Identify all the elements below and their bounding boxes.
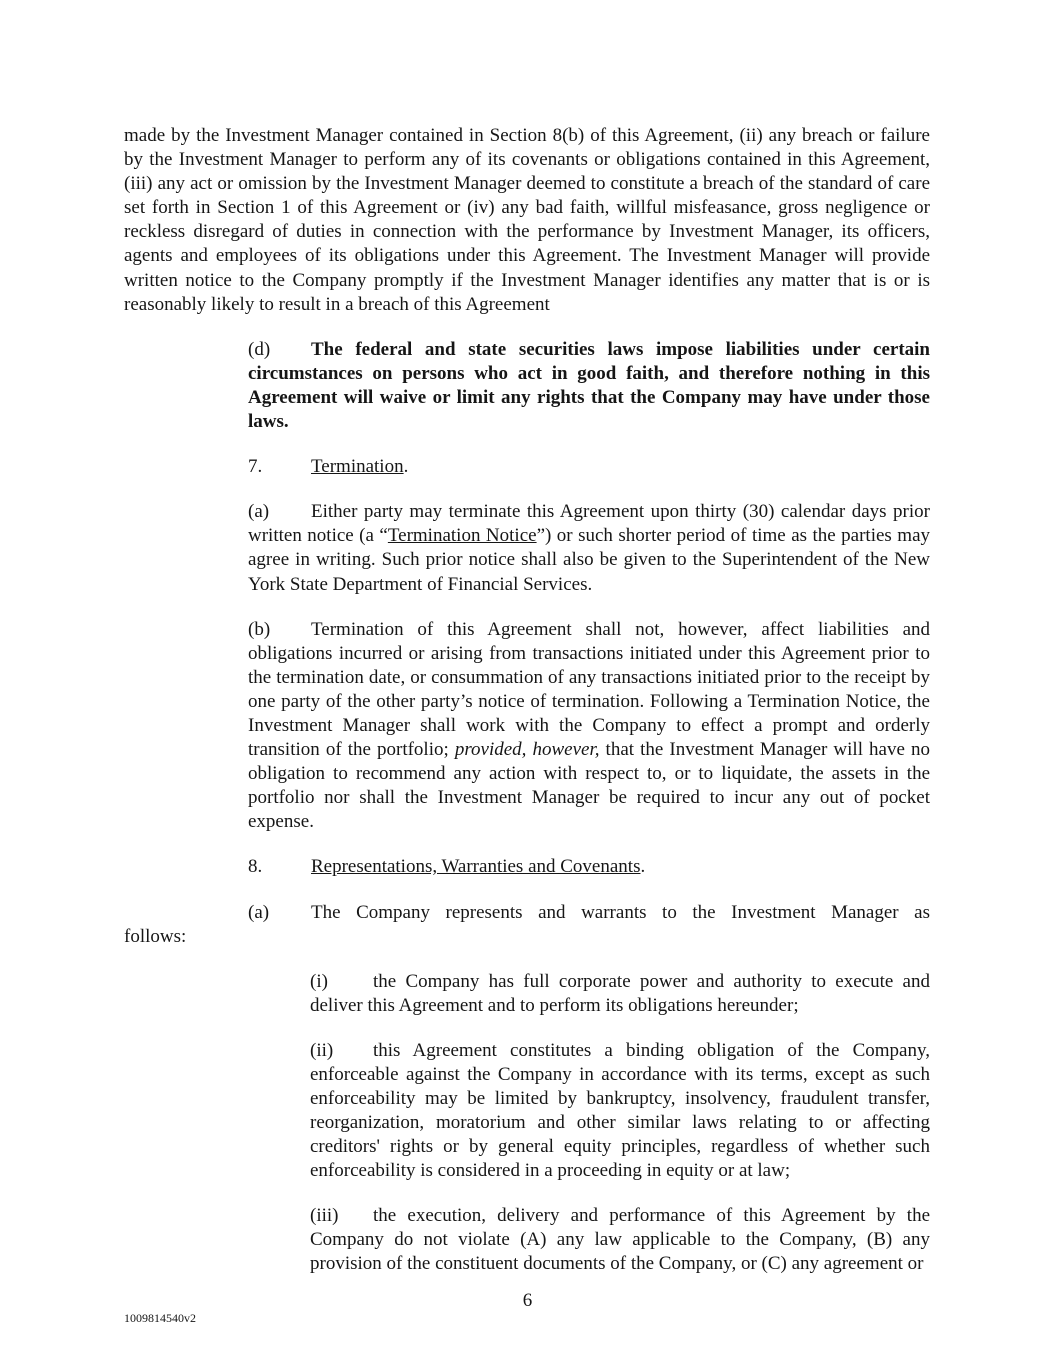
section-heading-7 <box>124 455 930 479</box>
paragraph-text: The federal and state securities laws impose liabilities under certain circumstances on persons who act in good faith, and therefore nothing in this Agreement will waive or limit any rights that the Company may have under those laws. <box>248 338 930 433</box>
clause-8a-iii <box>248 1204 930 1276</box>
section-title: Representations, Warranties and Covenants <box>311 856 641 878</box>
clause-8a-i <box>248 970 930 1018</box>
paragraph-label: (d) <box>248 338 271 360</box>
clause-label: (ii) <box>310 1039 334 1061</box>
section-title-period: . <box>640 856 646 878</box>
paragraph-text: Termination of this Agreement shall not, however, affect liabilities and obligations incurred or arising from transactions initiated under this Agreement prior to the termination date, or consummation of any transactions initiated prior to the receipt by one party of the other party’s notice of termination. Following a Termination Notice, the Investment Manager shall work with the Company to effect a prompt and orderly transition of the portfolio; <box>248 618 930 761</box>
clause-label: (iii) <box>310 1205 339 1227</box>
paragraph-8a-continuation: follows: <box>124 925 187 947</box>
defined-term: Termination Notice <box>387 525 537 547</box>
paragraph-8a-line <box>248 901 930 925</box>
section-title: Termination <box>311 456 404 478</box>
clause-8a-ii <box>248 1039 930 1184</box>
document-body <box>124 124 930 1277</box>
document-id: 1009814540v2 <box>124 1311 196 1325</box>
section-heading-8 <box>124 855 930 879</box>
paragraph-label: (a) <box>248 901 270 923</box>
paragraph-text: The Company represents and warrants to the Investment Manager as <box>311 901 930 923</box>
paragraph-text-continued: ”) or such shorter period of time as the parties may agree in writing. Such prior notice shall also be given to the Superintendent of the New York State Department of Financial Services. <box>248 525 931 595</box>
paragraph-8a <box>124 901 930 949</box>
clause-text: the Company has full corporate power and authority to execute and deliver this Agreement and to perform its obligations hereunder; <box>310 970 930 1016</box>
section-number: 7. <box>248 456 263 478</box>
proviso-italic: provided, however, <box>454 739 600 761</box>
paragraph-text-continued: that the Investment Manager will have no obligation to recommend any action with respect to, or to liquidate, the assets in the portfolio nor shall the Investment Manager be required to incur any out of pocket expense. <box>248 739 930 833</box>
paragraph-label: (b) <box>248 618 271 640</box>
page-number: 6 <box>522 1290 533 1311</box>
paragraph-7b <box>124 618 930 835</box>
clause-text: this Agreement constitutes a binding obligation of the Company, enforceable against the Company in accordance with its terms, except as such enforceability may be limited by bankruptcy, insolvency, fraudulent transfer, reorganization, moratorium and other similar laws relating to or affecting creditors' rights or by general equity principles, regardless of whether such enforceability is considered in a proceeding in equity or at law; <box>310 1039 930 1182</box>
section-number: 8. <box>248 856 263 878</box>
paragraph-text: Either party may terminate this Agreement upon thirty (30) calendar days prior written notice (a “ <box>248 501 930 547</box>
clause-label: (i) <box>310 970 328 992</box>
paragraph-label: (a) <box>248 501 270 523</box>
section-title-period: . <box>403 456 409 478</box>
paragraph-6d <box>124 338 930 434</box>
clause-text: the execution, delivery and performance of this Agreement by the Company do not violate (A) any law applicable to the Company, (B) any provision of the constituent documents of the Company, or (C) any agreement or <box>310 1205 930 1275</box>
paragraph-7a <box>124 500 930 596</box>
continuation-paragraph: made by the Investment Manager contained in Section 8(b) of this Agreement, (ii) any breach or failure by the Investment Manager to perform any of its covenants or obligations contained in this Agreement, (iii) any act or omission by the Investment Manager deemed to constitute a breach of the standard of care set forth in Section 1 of this Agreement or (iv) any bad faith, willful misfeasance, gross negligence or reckless disregard of duties in connection with the performance by Investment Manager, its officers, agents and employees of its obligations under this Agreement. The Investment Manager will provide written notice to the Company promptly if the Investment Manager identifies any matter that is or is reasonably likely to result in a breach of this Agreement <box>124 125 930 315</box>
